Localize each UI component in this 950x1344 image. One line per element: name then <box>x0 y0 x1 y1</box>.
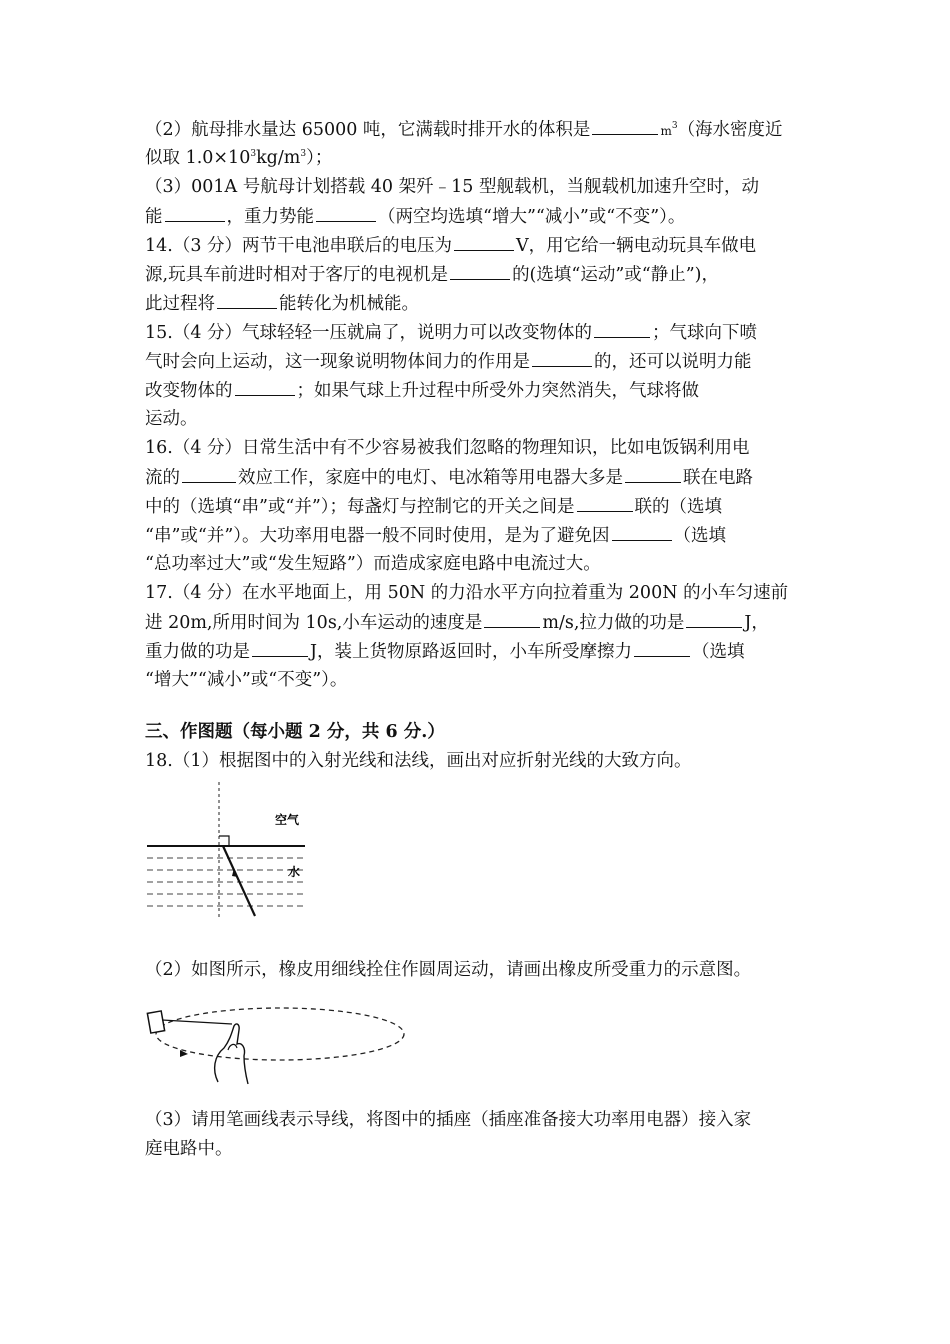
hand-icon <box>215 1024 248 1084</box>
water-label: 水 <box>288 865 301 879</box>
q13-part2-line2: 似取 $1.0\times 10^3kg/m^3$）； <box>145 148 333 168</box>
answer-blank[interactable] <box>577 494 633 512</box>
answer-blank[interactable] <box>182 465 236 483</box>
q15-line4: 运动。 <box>145 409 198 429</box>
answer-blank[interactable] <box>592 117 658 135</box>
q15-line2: 气时会向上运动，这一现象说明物体间力的作用是 的，还可以说明力能 <box>145 349 752 374</box>
answer-blank[interactable] <box>625 465 681 483</box>
answer-blank[interactable] <box>612 523 672 541</box>
q17-line1: 17.（4 分）在水平地面上，用 50N 的力沿水平方向拉着重为 200N 的小车匀速前 <box>145 583 789 603</box>
refraction-figure <box>145 780 310 920</box>
water-hatching <box>147 858 305 906</box>
q13-part3-line2: 能 ，重力势能 （两空均选填“增大”“减小”或“不变”）。 <box>145 204 685 229</box>
eraser <box>147 1011 164 1033</box>
q18-part3-line1: （3）请用笔画线表示导线，将图中的插座（插座准备接大功率用电器）接入家 <box>145 1110 752 1130</box>
circular-motion-figure <box>140 990 410 1085</box>
q16-line1: 16.（4 分）日常生活中有不少容易被我们忽略的物理知识，比如电饭锅利用电 <box>145 438 750 458</box>
q16-line2: 流的 效应工作，家庭中的电灯、电冰箱等用电器大多是 联在电路 <box>145 465 753 490</box>
q14-line2: 源,玩具车前进时相对于客厅的电视机是 的(选填“运动”或“静止”)， <box>145 262 719 287</box>
q15-line1: 15.（4 分）气球轻轻一压就扁了，说明力可以改变物体的 ；气球向下喷 <box>145 320 757 345</box>
answer-blank[interactable] <box>686 610 742 628</box>
q14-line1: 14.（3 分）两节干电池串联后的电压为 V，用它给一辆电动玩具车做电 <box>145 233 756 258</box>
q16-line5: “总功率过大”或“发生短路”）而造成家庭电路中电流过大。 <box>145 554 601 574</box>
q16-line4: “串”或“并”）。大功率用电器一般不同时使用，是为了避免因 （选填 <box>145 523 726 548</box>
q16-line3: 中的（选填“串”或“并”）；每盏灯与控制它的开关之间是 联的（选填 <box>145 494 722 519</box>
answer-blank[interactable] <box>165 204 225 222</box>
answer-blank[interactable] <box>252 639 308 657</box>
circular-path <box>156 1008 404 1060</box>
section-heading: 三、作图题（每小题 2 分，共 6 分.） <box>145 722 445 742</box>
q18-part1-text: 18.（1）根据图中的入射光线和法线，画出对应折射光线的大致方向。 <box>145 751 692 771</box>
answer-blank[interactable] <box>316 204 376 222</box>
q13-part2-line1: （2）航母排水量达 65000 吨，它满载时排开水的体积是 $m^3$（海水密度近 <box>145 117 783 143</box>
answer-blank[interactable] <box>450 262 510 280</box>
q14-line3: 此过程将 能转化为机械能。 <box>145 291 419 316</box>
answer-blank[interactable] <box>235 378 295 396</box>
q17-line3: 重力做的功是 J，装上货物原路返回时，小车所受摩擦力 （选填 <box>145 639 745 664</box>
right-angle-mark <box>219 836 229 846</box>
q15-line3: 改变物体的 ；如果气球上升过程中所受外力突然消失，气球将做 <box>145 378 699 403</box>
answer-blank[interactable] <box>532 349 592 367</box>
string <box>162 1020 232 1024</box>
q17-line2: 进 20m,所用时间为 10s,小车运动的速度是 m/s,拉力做的功是 J， <box>145 610 769 635</box>
q17-line4: “增大”“减小”或“不变”）。 <box>145 670 348 690</box>
answer-blank[interactable] <box>217 291 277 309</box>
q18-part3-line2: 庭电路中。 <box>145 1139 233 1159</box>
answer-blank[interactable] <box>634 639 690 657</box>
q18-part2-text: （2）如图所示，橡皮用细线拴住作圆周运动，请画出橡皮所受重力的示意图。 <box>145 960 752 980</box>
answer-blank[interactable] <box>594 320 650 338</box>
air-label: 空气 <box>275 813 300 827</box>
answer-blank[interactable] <box>454 233 514 251</box>
q13-part3-line1: （3）001A 号航母计划搭载 40 架歼﹣15 型舰载机，当舰载机加速升空时，动 <box>145 177 759 197</box>
answer-blank[interactable] <box>484 610 540 628</box>
